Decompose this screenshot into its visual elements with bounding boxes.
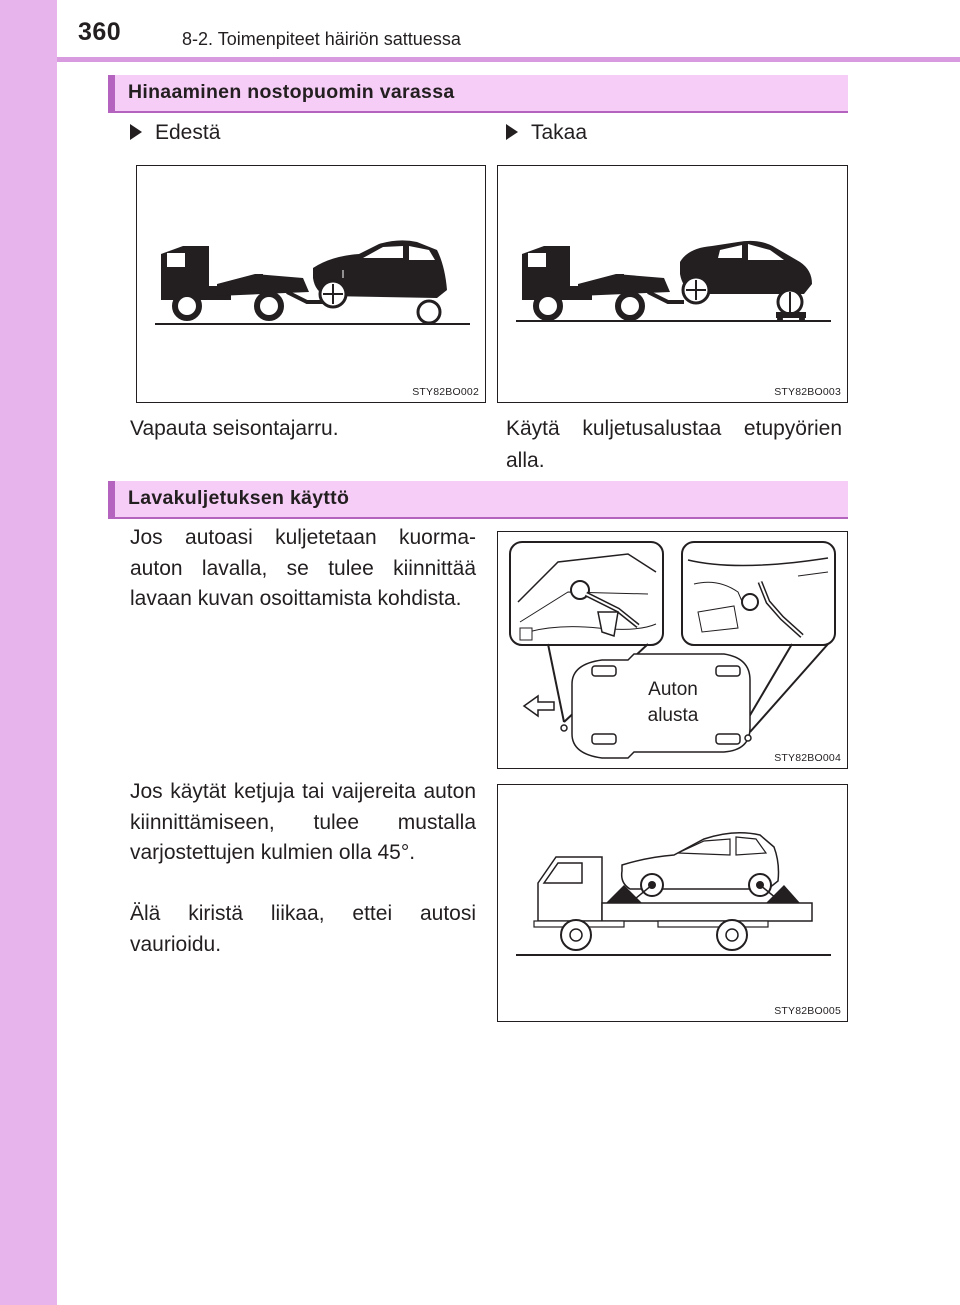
section-heading-underline: [108, 517, 848, 519]
subheading-rear-label: Takaa: [531, 121, 588, 144]
section-heading-underline: [108, 111, 848, 113]
paragraph-chains: [130, 777, 476, 869]
section-heading-accent: [108, 75, 115, 111]
chapter-title: 8-2. Toimenpiteet häiriön sattuessa: [182, 29, 461, 49]
underbody-label-line2: alusta: [647, 705, 699, 726]
bullet-triangle-icon: [506, 124, 518, 140]
subheading-front-label: Edestä: [155, 121, 221, 144]
flatbed-truck-illustration: [498, 785, 849, 1023]
figure-code: STY82BO004: [774, 752, 841, 764]
underbody-label-line1: Auton: [648, 679, 698, 700]
paragraph-text: Älä kiristä liikaa, ettei autosi vaurioidu.: [130, 902, 476, 956]
paragraph-text: Jos autoasi kuljetetaan kuorma-auton lavalla, se tulee kiinnittää lavaan kuvan osoittamista kohdista.: [130, 526, 476, 610]
page-number: 360: [78, 18, 122, 46]
bullet-triangle-icon: [130, 124, 142, 140]
section-heading-tow-boom: [108, 75, 848, 111]
section-heading-accent: [108, 481, 115, 517]
subheading-front: [130, 121, 220, 145]
figure-code: STY82BO003: [774, 386, 841, 398]
section-heading-flatbed: [108, 481, 848, 517]
caption-rear-text: Käytä kuljetusalustaa etupyörien alla.: [506, 417, 842, 472]
caption-front-text: Vapauta seisontajarru.: [130, 417, 339, 440]
section-title: Lavakuljetuksen käyttö: [128, 487, 350, 509]
figure-tow-rear: [497, 165, 848, 403]
caption-rear: [506, 413, 842, 477]
figure-code: STY82BO005: [774, 1005, 841, 1017]
figure-flatbed-truck: [497, 784, 848, 1022]
section-title: Hinaaminen nostopuomin varassa: [128, 81, 455, 103]
caption-front: [130, 413, 460, 445]
tow-truck-front-illustration: [137, 166, 487, 404]
header-rule: [57, 57, 960, 62]
tie-down-points-illustration: [498, 532, 849, 770]
paragraph-text: Jos käytät ketjuja tai vaijereita auton kiinnittämiseen, tulee mustalla varjostettujen kulmien olla 45°.: [130, 780, 476, 864]
page-sidebar-band: [0, 0, 57, 1305]
figure-tow-front: [136, 165, 486, 403]
underbody-label: [638, 677, 708, 729]
figure-code: STY82BO002: [412, 386, 479, 398]
subheading-rear: [506, 121, 587, 145]
figure-tie-down-points: [497, 531, 848, 769]
paragraph-tighten: [130, 899, 476, 960]
paragraph-flatbed-intro: [130, 523, 476, 615]
tow-truck-rear-illustration: [498, 166, 849, 404]
